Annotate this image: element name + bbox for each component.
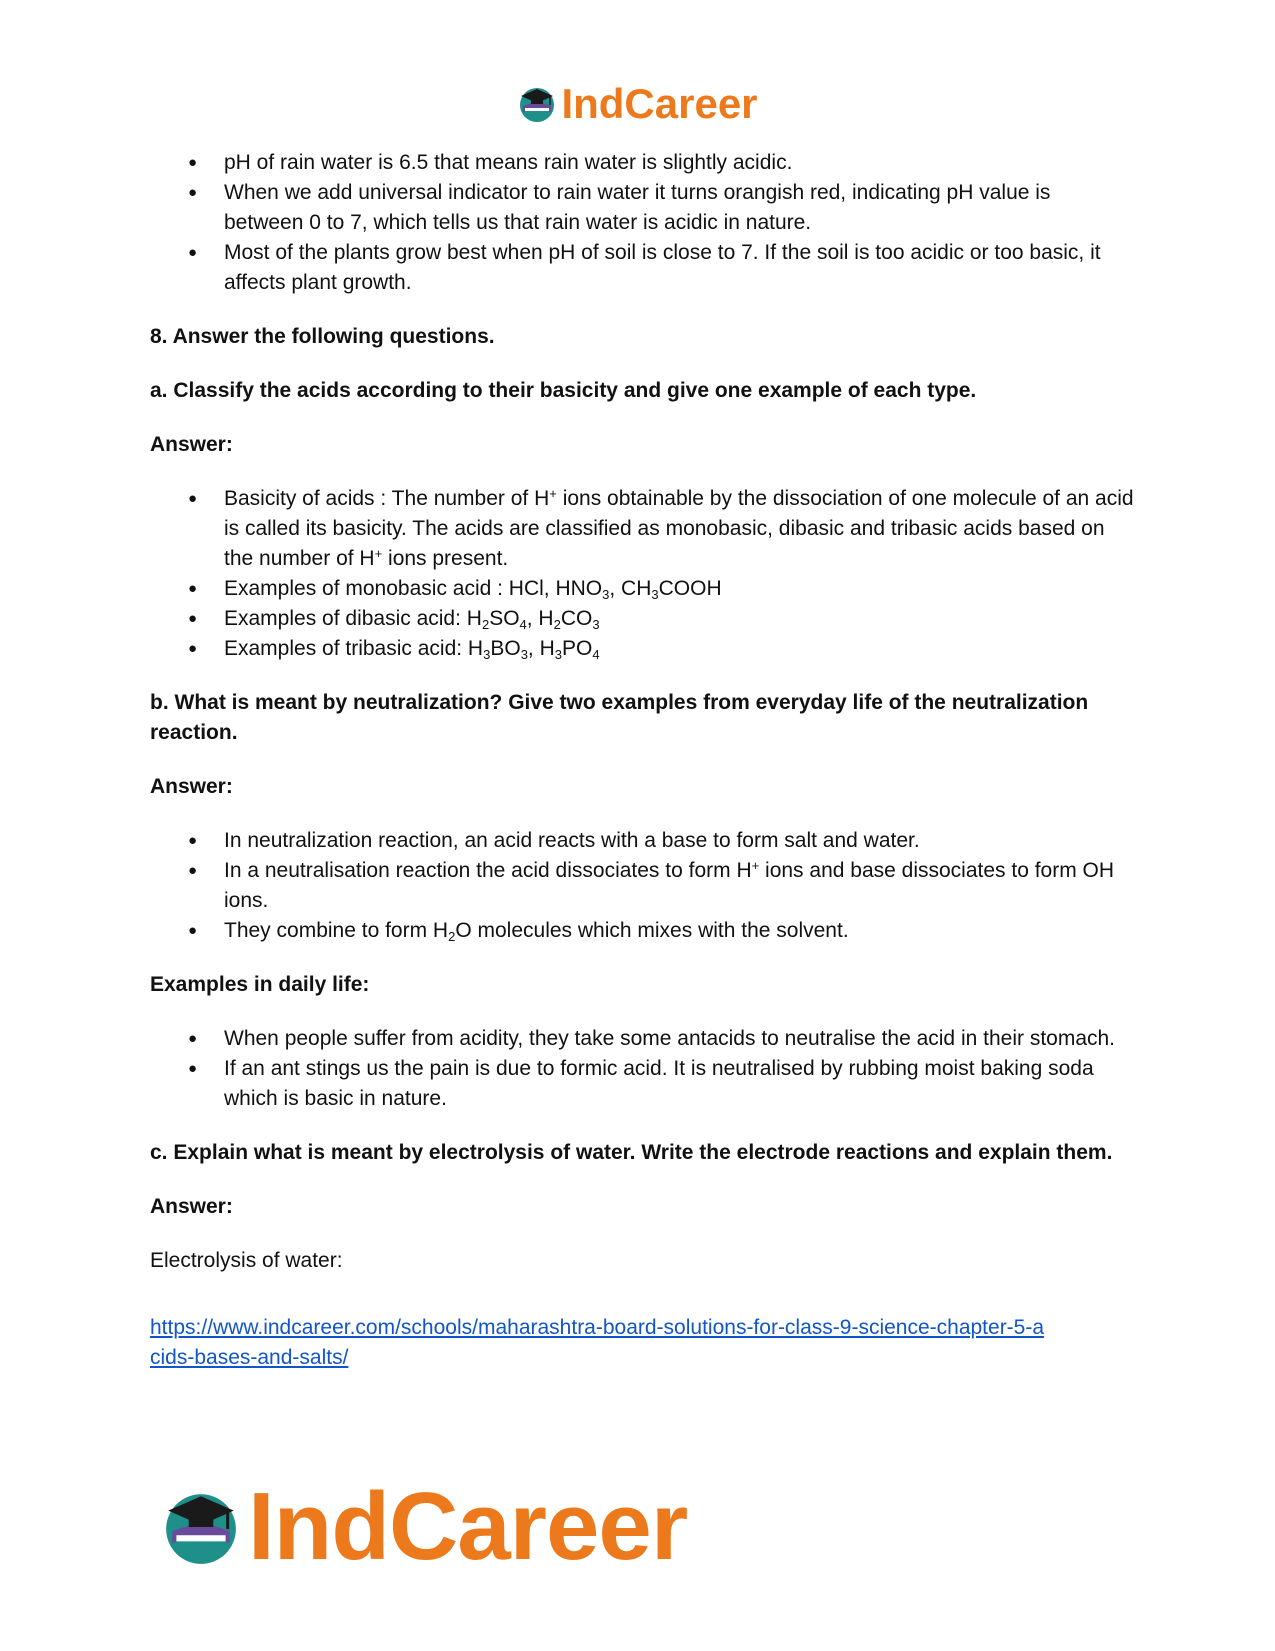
section-heading: 8. Answer the following questions.: [150, 325, 495, 348]
logo-text: IndCareer: [561, 80, 758, 127]
graduation-cap-book-icon: [160, 1486, 242, 1568]
header-logo: [0, 80, 1275, 128]
answer-label: Answer:: [150, 433, 233, 456]
source-link[interactable]: https://www.indcareer.com/schools/maharashtra-board-solutions-for-class-9-science-chapter-5-a cids-bases-and-salts/: [150, 1316, 1045, 1369]
answer-text: Electrolysis of water:: [150, 1249, 343, 1272]
question-c: c. Explain what is meant by electrolysis of water. Write the electrode reactions and explain them.: [150, 1141, 1113, 1164]
list-item: ● Examples of monobasic acid : HCl, $HNO_3$, $CH_3COOH$: [150, 574, 1135, 604]
answer-a-list: [150, 484, 1135, 664]
question-a: a. Classify the acids according to their basicity and give one example of each type.: [150, 379, 977, 402]
graduation-cap-book-icon: [517, 84, 557, 124]
logo-text: IndCareer: [248, 1473, 688, 1580]
question-b: b. What is meant by neutralization? Give two examples from everyday life of the neutralization reaction.: [150, 691, 1089, 744]
list-item: ● When we add universal indicator to rain water it turns orangish red, indicating pH value is between 0 to 7, which tells us that rain water is acidic in nature.: [150, 178, 1135, 238]
list-item: ● In a neutralisation reaction the acid dissociates to form H+ ions and base dissociates to form OH ions.: [150, 856, 1135, 916]
answer-b-list: [150, 826, 1135, 946]
document-body: [150, 148, 1135, 1373]
list-item: ● Basicity of acids : The number of H+ ions obtainable by the dissociation of one molecule of an acid is called its basicity. The acids are classified as monobasic, dibasic and tribasic acids based on the number of H+ ions present.: [150, 484, 1135, 574]
list-item: ● When people suffer from acidity, they take some antacids to neutralise the acid in their stomach.: [150, 1024, 1135, 1054]
examples-heading: Examples in daily life:: [150, 973, 370, 996]
intro-bullet-list: [150, 148, 1135, 298]
list-item: ● If an ant stings us the pain is due to formic acid. It is neutralised by rubbing moist baking soda which is basic in nature.: [150, 1054, 1135, 1114]
list-item: ● Most of the plants grow best when pH of soil is close to 7. If the soil is too acidic or too basic, it affects plant growth.: [150, 238, 1135, 298]
answer-label: Answer:: [150, 1195, 233, 1218]
list-item: ● pH of rain water is 6.5 that means rain water is slightly acidic.: [150, 148, 1135, 178]
list-item: ● They combine to form $H_2O$ molecules which mixes with the solvent.: [150, 916, 1135, 946]
list-item: ● In neutralization reaction, an acid reacts with a base to form salt and water.: [150, 826, 1135, 856]
answer-label: Answer:: [150, 775, 233, 798]
footer-logo: [160, 1472, 687, 1582]
examples-list: [150, 1024, 1135, 1114]
list-item: ● Examples of dibasic acid: $H_2SO_4$, $H_2CO_3$: [150, 604, 1135, 634]
list-item: ● Examples of tribasic acid: $H_3BO_3$, $H_3PO_4$: [150, 634, 1135, 664]
